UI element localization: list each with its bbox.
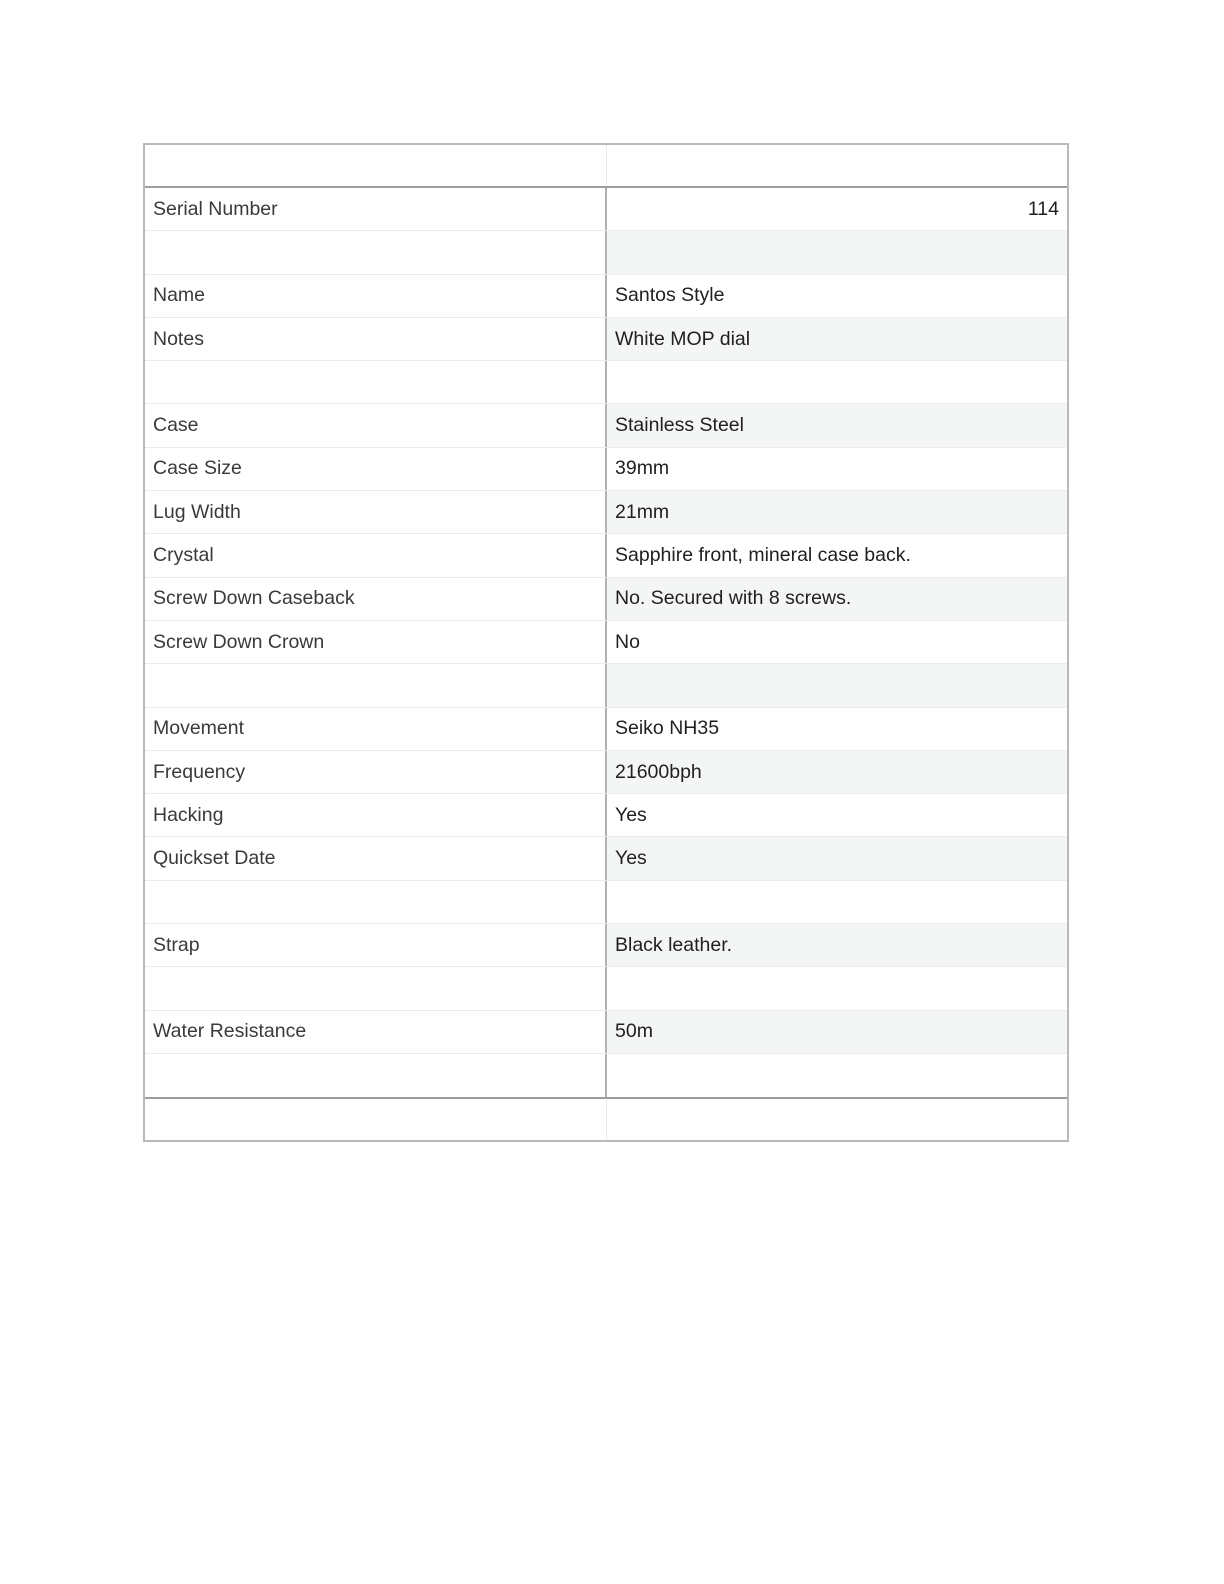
- row-value: Sapphire front, mineral case back.: [615, 544, 911, 567]
- row-value: Black leather.: [607, 924, 1067, 966]
- row-value: 21mm: [607, 491, 1067, 533]
- row-value: No. Secured with 8 screws.: [607, 578, 1067, 620]
- row-label: Strap: [145, 924, 607, 966]
- table-row: [145, 1011, 1067, 1054]
- row-value: 114: [1027, 197, 1059, 220]
- spec-table: [143, 143, 1069, 1142]
- row-value: White MOP dial: [607, 318, 1067, 360]
- row-label: [145, 664, 607, 706]
- row-value: [607, 1054, 1067, 1097]
- row-label: Name: [145, 275, 607, 317]
- row-label: Water Resistance: [145, 1011, 607, 1053]
- table-row: [145, 924, 1067, 967]
- row-label: Serial Number: [145, 188, 607, 230]
- row-value: Yes: [607, 837, 1067, 879]
- table-row: [145, 794, 1067, 837]
- row-label: Screw Down Caseback: [145, 578, 607, 620]
- row-label: Case: [145, 404, 607, 446]
- table-body: [145, 188, 1067, 1097]
- header-cell-label: [145, 145, 607, 186]
- row-value: Stainless Steel: [607, 404, 1067, 446]
- table-row: [145, 837, 1067, 880]
- row-value: 21600bph: [607, 751, 1067, 793]
- footer-cell-value: [607, 1099, 1067, 1140]
- row-label: [145, 231, 607, 273]
- table-row: [145, 621, 1067, 664]
- footer-cell-label: [145, 1099, 607, 1140]
- table-row: [145, 361, 1067, 404]
- row-label: Notes: [145, 318, 607, 360]
- table-row: [145, 231, 1067, 274]
- row-value: 39mm: [615, 457, 670, 480]
- row-label: [145, 881, 607, 923]
- row-value: Santos Style: [615, 284, 725, 307]
- table-row: [145, 578, 1067, 621]
- table-row: [145, 967, 1067, 1010]
- header-cell-value: [607, 145, 1067, 186]
- table-footer-row: [145, 1097, 1067, 1140]
- row-label: Frequency: [145, 751, 607, 793]
- row-value: [607, 881, 1067, 923]
- table-header-row: [145, 145, 1067, 188]
- row-label: Screw Down Crown: [145, 621, 607, 663]
- table-row: [145, 534, 1067, 577]
- table-row: [145, 318, 1067, 361]
- row-label: [145, 1054, 607, 1097]
- row-value: [607, 664, 1067, 706]
- row-label: [145, 361, 607, 403]
- row-label: Lug Width: [145, 491, 607, 533]
- row-label: Movement: [145, 708, 607, 750]
- table-row: [145, 188, 1067, 231]
- row-value: No: [615, 630, 640, 653]
- table-row: [145, 1054, 1067, 1097]
- table-row: [145, 448, 1067, 491]
- row-value: [607, 967, 1067, 1009]
- table-row: [145, 881, 1067, 924]
- row-value: Seiko NH35: [615, 717, 720, 740]
- table-row: [145, 751, 1067, 794]
- row-value: [607, 231, 1067, 273]
- table-row: [145, 708, 1067, 751]
- row-label: Quickset Date: [145, 837, 607, 879]
- row-label: Crystal: [145, 534, 607, 576]
- row-label: Case Size: [145, 448, 607, 490]
- table-row: [145, 404, 1067, 447]
- table-row: [145, 664, 1067, 707]
- table-row: [145, 275, 1067, 318]
- row-value: Yes: [615, 803, 647, 826]
- row-value: [607, 361, 1067, 403]
- table-row: [145, 491, 1067, 534]
- row-label: Hacking: [145, 794, 607, 836]
- row-value: 50m: [607, 1011, 1067, 1053]
- row-label: [145, 967, 607, 1009]
